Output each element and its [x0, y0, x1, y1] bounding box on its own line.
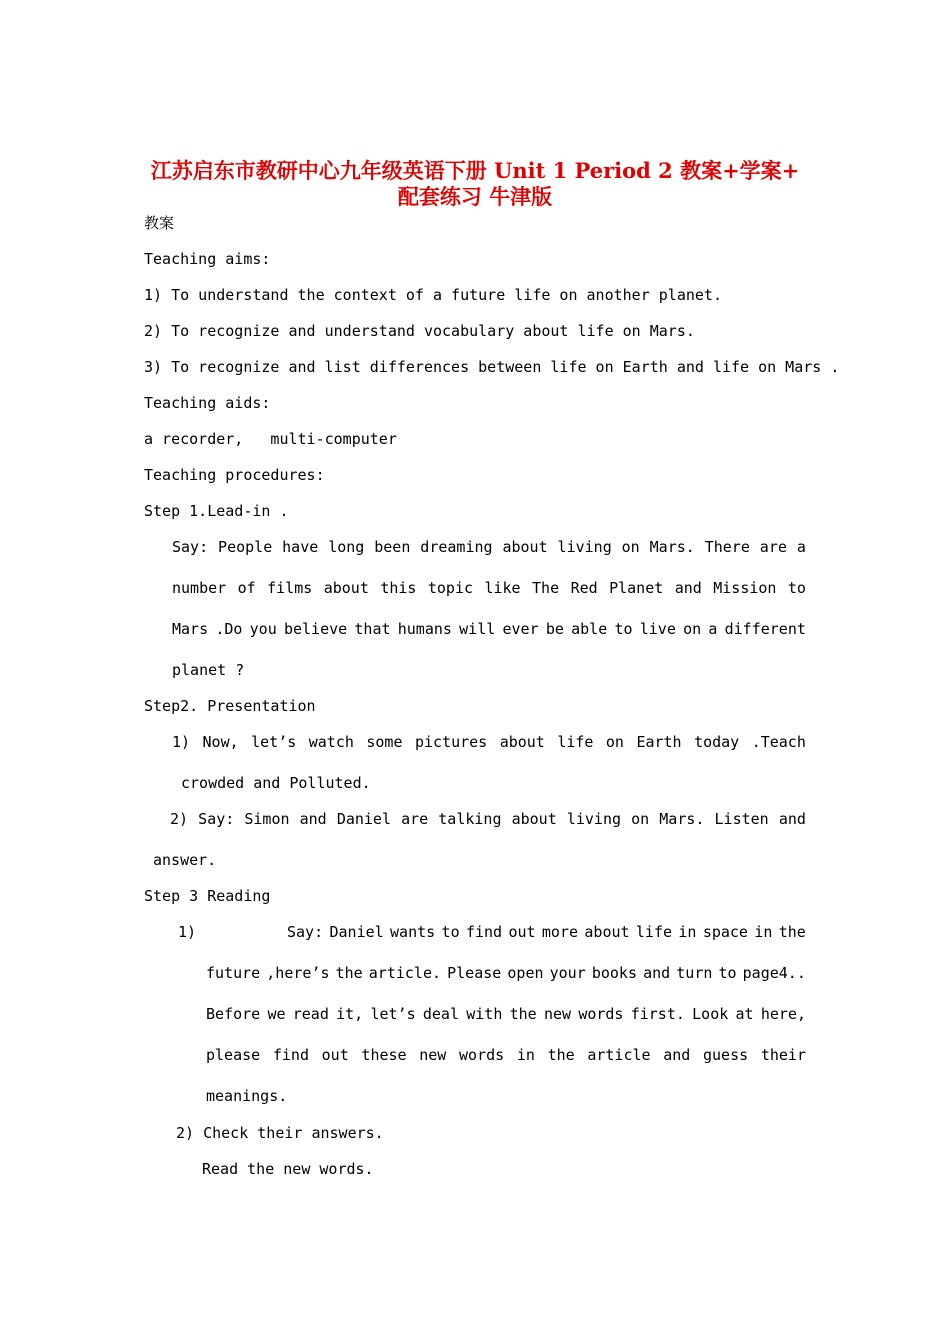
- step3-item2-sub: Read the new words.: [202, 1160, 374, 1178]
- teaching-aims-heading: Teaching aims:: [144, 250, 271, 268]
- step1-line: planet ?: [172, 661, 245, 679]
- step3-heading: Step 3 Reading: [144, 887, 271, 905]
- title-line-1: 江苏启东市教研中心九年级英语下册 Unit 1 Period 2 教案+学案+: [150, 158, 800, 183]
- aim-item: 1) To understand the context of a future life on another planet.: [144, 286, 722, 304]
- step2-item1-line: crowded and Polluted.: [181, 774, 371, 792]
- step3-item1-line: meanings.: [206, 1087, 288, 1105]
- step3-item1-line: please find out these new words in the article and guess their: [206, 1046, 806, 1064]
- teaching-aids-text: a recorder, multi-computer: [144, 430, 397, 448]
- step3-item1-line: future ,here’s the article. Please open your books and turn to page4..: [206, 964, 806, 982]
- step2-item2-line: 2) Say: Simon and Daniel are talking about living on Mars. Listen and: [170, 810, 806, 828]
- section-label: 教案: [144, 214, 175, 232]
- document-title: [140, 158, 810, 210]
- step3-item2: 2) Check their answers.: [176, 1124, 384, 1142]
- teaching-aids-heading: Teaching aids:: [144, 394, 271, 412]
- step1-line: Mars .Do you believe that humans will ever be able to live on a different: [172, 620, 806, 638]
- step1-line: number of films about this topic like The Red Planet and Mission to: [172, 579, 806, 597]
- step3-item1-line: Say: Daniel wants to find out more about life in space in the: [287, 923, 806, 941]
- title-line-2: 配套练习 牛津版: [397, 184, 553, 209]
- procedures-heading: Teaching procedures:: [144, 466, 325, 484]
- step2-item1-line: 1) Now, let’s watch some pictures about life on Earth today .Teach: [172, 733, 806, 751]
- step2-heading: Step2. Presentation: [144, 697, 316, 715]
- aim-item: 2) To recognize and understand vocabulary about life on Mars.: [144, 322, 695, 340]
- step3-item1-line: Before we read it, let’s deal with the new words first. Look at here,: [206, 1005, 806, 1023]
- aim-item: 3) To recognize and list differences between life on Earth and life on Mars .: [144, 358, 840, 376]
- step1-line: Say: People have long been dreaming about living on Mars. There are a: [172, 538, 806, 556]
- step2-item2-line: answer.: [153, 851, 217, 869]
- step1-heading: Step 1.Lead-in .: [144, 502, 289, 520]
- step3-item1-number: 1): [178, 923, 197, 941]
